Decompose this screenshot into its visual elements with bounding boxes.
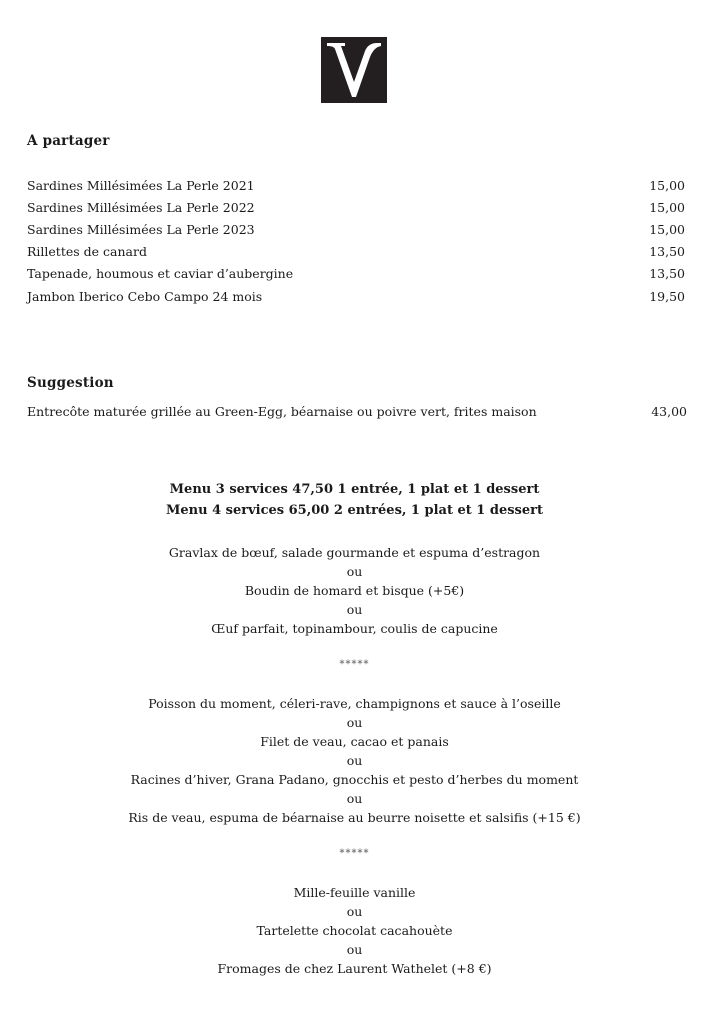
item-name: Sardines Millésimées La Perle 2023 xyxy=(27,222,255,237)
suggestion-row xyxy=(27,404,687,424)
plat-item: Poisson du moment, céleri-rave, champignons et sauce à l’oseille xyxy=(148,696,561,711)
menu-row xyxy=(27,200,687,220)
entree-item: Boudin de homard et bisque (+5€) xyxy=(244,583,465,598)
logo-v-icon xyxy=(321,37,387,103)
dessert-item: Tartelette chocolat cacahouète xyxy=(256,923,453,938)
menu-4-services: Menu 4 services 65,00 2 entrées, 1 plat et 1 dessert xyxy=(166,503,543,518)
item-name: Sardines Millésimées La Perle 2022 xyxy=(27,200,255,215)
item-price: 19,50 xyxy=(649,289,685,304)
or-separator: ou xyxy=(346,564,363,579)
or-separator: ou xyxy=(346,715,363,730)
plat-item: Filet de veau, cacao et panais xyxy=(260,734,449,749)
menu-row xyxy=(27,222,687,242)
restaurant-logo xyxy=(321,37,387,103)
item-price: 15,00 xyxy=(649,178,685,193)
item-price: 15,00 xyxy=(649,222,685,237)
dessert-item: Mille-feuille vanille xyxy=(293,885,416,900)
plat-item: Racines d’hiver, Grana Padano, gnocchis et pesto d’herbes du moment xyxy=(130,772,579,787)
item-name: Entrecôte maturée grillée au Green-Egg, béarnaise ou poivre vert, frites maison xyxy=(27,404,537,419)
or-separator: ou xyxy=(346,791,363,806)
menu-row xyxy=(27,244,687,264)
item-price: 13,50 xyxy=(649,244,685,259)
item-price: 13,50 xyxy=(649,266,685,281)
menu-row xyxy=(27,178,687,198)
course-separator: ***** xyxy=(339,848,370,859)
entree-item: Gravlax de bœuf, salade gourmande et espuma d’estragon xyxy=(168,545,541,560)
item-name: Rillettes de canard xyxy=(27,244,147,259)
or-separator: ou xyxy=(346,942,363,957)
item-name: Tapenade, houmous et caviar d’aubergine xyxy=(27,266,294,281)
dessert-item: Fromages de chez Laurent Wathelet (+8 €) xyxy=(217,961,492,976)
or-separator: ou xyxy=(346,904,363,919)
item-price: 15,00 xyxy=(649,200,685,215)
section-title-partager: A partager xyxy=(27,133,110,149)
section-title-suggestion: Suggestion xyxy=(27,375,114,391)
course-separator: ***** xyxy=(339,659,370,670)
entree-item: Œuf parfait, topinambour, coulis de capucine xyxy=(211,621,498,636)
or-separator: ou xyxy=(346,602,363,617)
item-name: Jambon Iberico Cebo Campo 24 mois xyxy=(27,289,263,304)
item-name: Sardines Millésimées La Perle 2021 xyxy=(27,178,255,193)
menu-row xyxy=(27,289,687,309)
item-price: 43,00 xyxy=(651,404,687,419)
menu-row xyxy=(27,266,687,286)
menu-3-services: Menu 3 services 47,50 1 entrée, 1 plat et 1 dessert xyxy=(169,482,540,497)
or-separator: ou xyxy=(346,753,363,768)
plat-item: Ris de veau, espuma de béarnaise au beurre noisette et salsifis (+15 €) xyxy=(128,810,581,825)
